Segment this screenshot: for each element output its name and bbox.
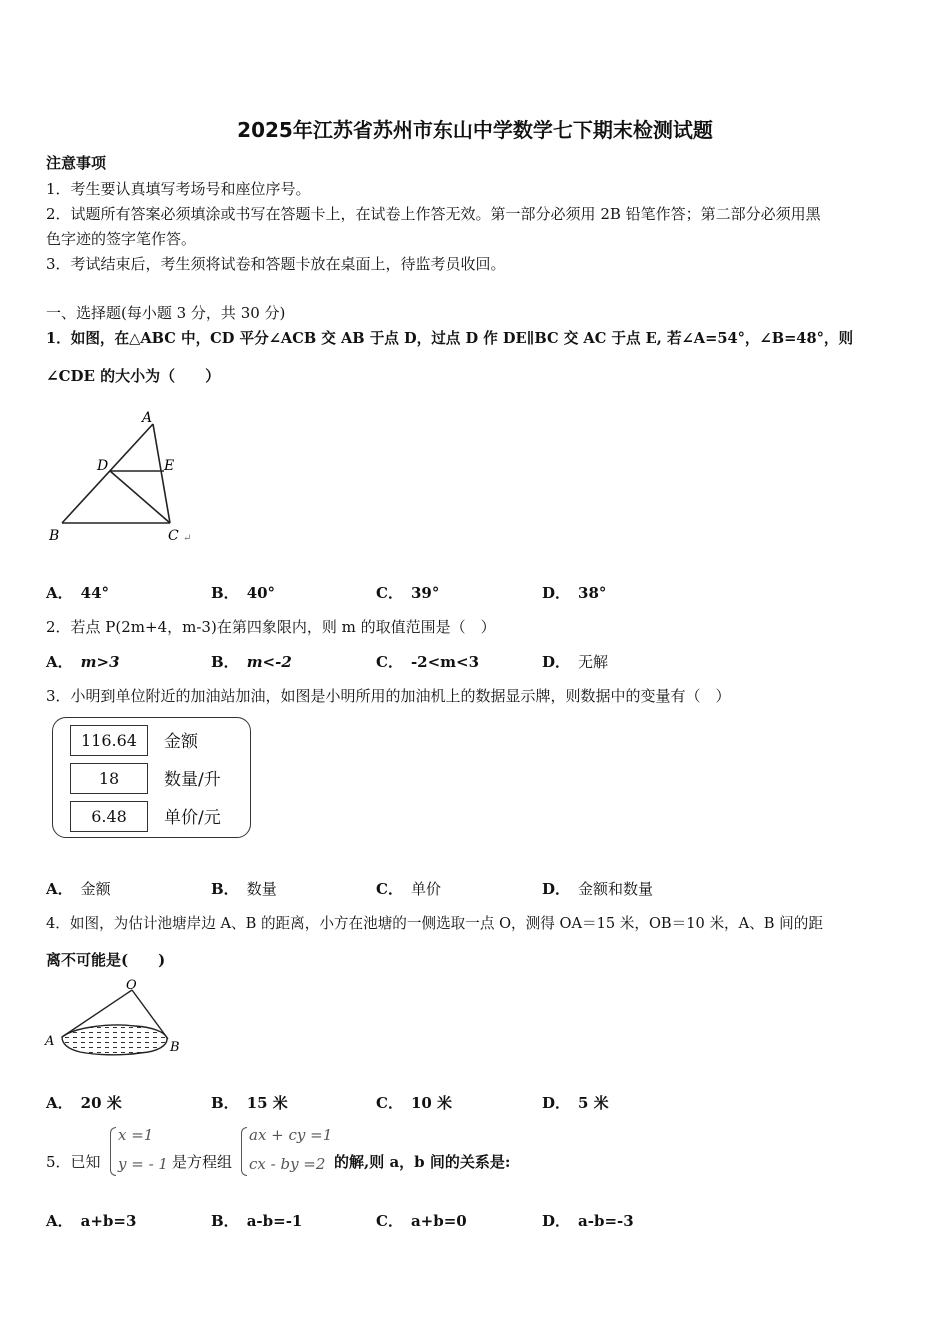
- q4-option-a[interactable]: A． 20 米: [46, 1094, 122, 1112]
- q1-triangle-figure: [40, 402, 210, 552]
- return-mark: ↵: [183, 533, 192, 544]
- section-heading: 一、选择题(每小题 3 分，共 30 分): [46, 304, 286, 322]
- label-o: O: [126, 978, 137, 993]
- q2-stem: 2．若点 P(2m+4，m-3)在第四象限内，则 m 的取值范围是（ ）: [46, 618, 496, 636]
- q4-option-c[interactable]: C． 10 米: [376, 1094, 453, 1112]
- q1-option-a[interactable]: A． 44°: [46, 584, 110, 602]
- q1-option-d[interactable]: D． 38°: [542, 584, 607, 602]
- q3-option-b[interactable]: B． 数量: [211, 880, 277, 898]
- label-a: A: [142, 410, 153, 426]
- display-quantity-label: 数量/升: [164, 770, 221, 790]
- fuel-display-panel: [52, 717, 251, 838]
- q1-stem-line2: ∠CDE 的大小为（ ）: [46, 367, 221, 385]
- q3-stem: 3．小明到单位附近的加油站加油，如图是小明所用的加油机上的数据显示牌，则数据中的变量有（ ）: [46, 687, 731, 705]
- q3-option-a[interactable]: A． 金额: [46, 880, 111, 898]
- q5-prefix: 5．已知: [46, 1153, 101, 1171]
- q4-pond-figure: [40, 975, 190, 1065]
- q1-option-b[interactable]: B． 40°: [211, 584, 276, 602]
- label-d: D: [97, 458, 109, 474]
- q4-stem-line2: 离不可能是( ): [46, 951, 166, 969]
- q5-middle-text: 是方程组: [172, 1153, 233, 1171]
- notice-item-3: 3．考试结束后，考生须将试卷和答题卡放在桌面上，待监考员收回。: [46, 255, 506, 273]
- display-amount-label: 金额: [164, 732, 198, 752]
- segment-cd: [110, 471, 170, 523]
- q4-option-d[interactable]: D． 5 米: [542, 1094, 609, 1112]
- q2-option-c[interactable]: C． -2<m<3: [376, 653, 480, 671]
- display-price-value: 6.48: [70, 801, 148, 832]
- q5-solution-x: x =1: [118, 1126, 154, 1144]
- q5-option-d[interactable]: D． a-b=-3: [542, 1212, 634, 1230]
- q5-solution-y: y = - 1: [118, 1155, 168, 1173]
- q4-option-b[interactable]: B． 15 米: [211, 1094, 288, 1112]
- notice-item-2: 2．试题所有答案必须填涂或书写在答题卡上，在试卷上作答无效。第一部分必须用 2B 铅笔作答；第二部分必须用黑: [46, 205, 821, 223]
- q5-option-a[interactable]: A． a+b=3: [46, 1212, 137, 1230]
- q5-solution-brace: [110, 1127, 116, 1176]
- page-title: 2025年江苏省苏州市东山中学数学七下期末检测试题: [237, 118, 713, 142]
- q2-option-a[interactable]: A． m>3: [46, 653, 120, 671]
- display-amount-value: 116.64: [70, 725, 148, 756]
- q1-stem-line1: 1．如图，在△ABC 中，CD 平分∠ACB 交 AB 于点 D，过点 D 作 DE∥BC 交 AC 于点 E, 若∠A=54°，∠B=48°，则: [46, 330, 854, 347]
- display-quantity-value: 18: [70, 763, 148, 794]
- q3-option-d[interactable]: D． 金额和数量: [542, 880, 654, 898]
- notice-heading: 注意事项: [46, 154, 107, 172]
- label-a: A: [45, 1034, 55, 1049]
- label-b: B: [170, 1040, 180, 1055]
- label-c: C: [168, 528, 179, 544]
- notice-item-1: 1．考生要认真填写考场号和座位序号。: [46, 180, 311, 198]
- q1-option-c[interactable]: C． 39°: [376, 584, 440, 602]
- q5-suffix-text: 的解,则 a，b 间的关系是:: [334, 1153, 511, 1171]
- q2-option-b[interactable]: B． m<-2: [211, 653, 292, 671]
- q5-option-c[interactable]: C． a+b=0: [376, 1212, 467, 1230]
- display-price-label: 单价/元: [164, 808, 221, 828]
- q5-equation-2: cx - by =2: [249, 1155, 326, 1173]
- q5-equation-1: ax + cy =1: [249, 1126, 333, 1144]
- pond-shape: [62, 1025, 167, 1055]
- q5-system-brace: [241, 1127, 247, 1176]
- q5-option-b[interactable]: B． a-b=-1: [211, 1212, 303, 1230]
- label-e: E: [164, 458, 175, 474]
- q3-option-c[interactable]: C． 单价: [376, 880, 441, 898]
- notice-item-2-cont: 色字迹的签字笔作答。: [46, 230, 197, 248]
- q4-stem-line1: 4．如图，为估计池塘岸边 A、B 的距离，小方在池塘的一侧选取一点 O，测得 OA＝15 米，OB＝10 米，A、B 间的距: [46, 915, 823, 932]
- label-b: B: [49, 528, 60, 544]
- q2-option-d[interactable]: D． 无解: [542, 653, 609, 671]
